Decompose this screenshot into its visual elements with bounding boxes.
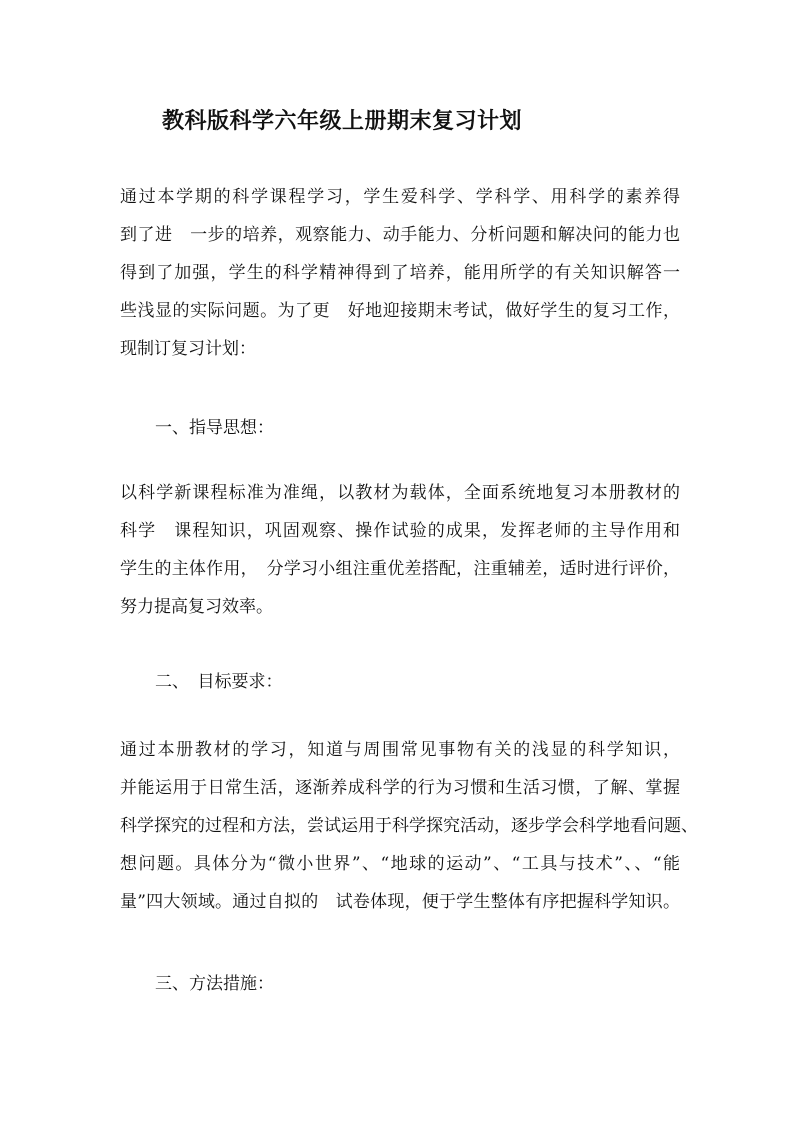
paragraph-line: 并能运用于日常生活，逐渐养成科学的行为习惯和生活习惯，了解、掌握 bbox=[120, 778, 680, 798]
paragraph-line: 学生的主体作用， 分学习小组注重优差搭配，注重辅差，适时进行评价， bbox=[120, 559, 680, 579]
document-title: 教科版科学六年级上册期末复习计划 bbox=[162, 109, 523, 134]
paragraph-line: 以科学新课程标准为准绳，以教材为载体，全面系统地复习本册教材的 bbox=[120, 483, 680, 503]
goals-paragraph bbox=[120, 731, 698, 921]
section-heading-goals: 二、 目标要求： bbox=[155, 672, 283, 692]
intro-paragraph bbox=[120, 178, 680, 368]
guiding-thought-paragraph bbox=[120, 474, 680, 626]
paragraph-line: 些浅显的实际问题。为了更 好地迎接期末考试，做好学生的复习工作， bbox=[120, 301, 680, 321]
paragraph-line: 想问题。具体分为“微小世界”、“地球的运动”、“工具与技术”、、“能 bbox=[120, 854, 680, 874]
paragraph-line: 通过本册教材的学习，知道与周围常见事物有关的浅显的科学知识， bbox=[120, 740, 680, 760]
paragraph-line: 得到了加强，学生的科学精神得到了培养，能用所学的有关知识解答一 bbox=[120, 263, 680, 283]
paragraph-line: 到了进 一步的培养，观察能力、动手能力、分析问题和解决问的能力也 bbox=[120, 225, 680, 245]
paragraph-line: 量”四大领域。通过自拟的 试卷体现，便于学生整体有序把握科学知识。 bbox=[120, 892, 680, 912]
paragraph-line: 努力提高复习效率。 bbox=[120, 597, 273, 617]
section-heading-methods: 三、方法措施： bbox=[155, 974, 274, 994]
paragraph-line: 现制订复习计划： bbox=[120, 339, 256, 359]
paragraph-line: 通过本学期的科学课程学习，学生爱科学、学科学、用科学的素养得 bbox=[120, 187, 680, 207]
paragraph-line: 科学探究的过程和方法，尝试运用于科学探究活动，逐步学会科学地看问题、 bbox=[120, 816, 698, 836]
section-heading-guiding-thought: 一、指导思想： bbox=[155, 418, 274, 438]
paragraph-line: 科学 课程知识，巩固观察、操作试验的成果，发挥老师的主导作用和 bbox=[120, 521, 680, 541]
